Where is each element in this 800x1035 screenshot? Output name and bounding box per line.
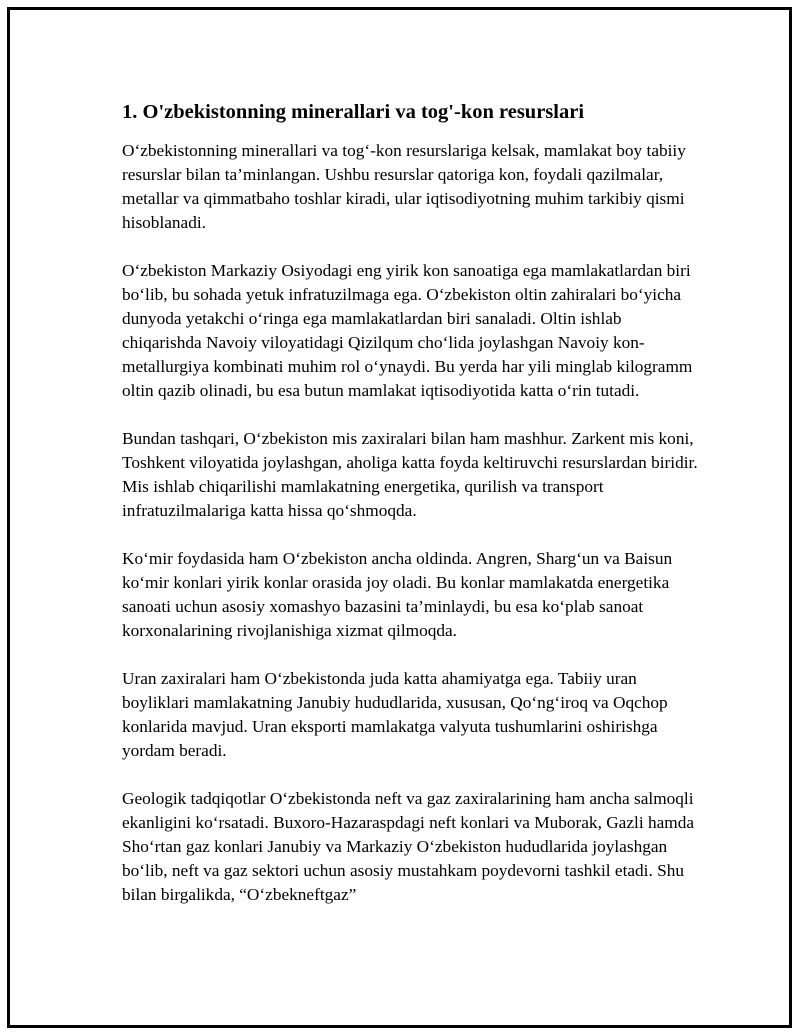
paragraph-uranium: Uran zaxiralari ham O‘zbekistonda juda katta ahamiyatga ega. Tabiiy uran boyliklari mamlakatning Janubiy hududlarida, xususan, Qo‘ng‘iroq va Oqchop konlarida mavjud. Uran eksporti mamlakatga valyuta tushumlarini oshirishga yordam beradi. — [122, 669, 668, 760]
section-heading: 1. O'zbekistonning minerallari va tog'-kon resurslari — [122, 101, 585, 123]
paragraph-intro: O‘zbekistonning minerallari va tog‘-kon resurslariga kelsak, mamlakat boy tabiiy resurslar bilan ta’minlangan. Ushbu resurslar qatoriga kon, foydali qazilmalar, metallar va qimmatbaho toshlar kiradi, ular iqtisodiyotning muhim tarkibiy qismi hisoblanadi. — [122, 141, 686, 232]
document-content — [122, 98, 702, 931]
paragraph-oil-gas: Geologik tadqiqotlar O‘zbekistonda neft va gaz zaxiralarining ham ancha salmoqli ekanligini ko‘rsatadi. Buxoro-Hazaraspdagi neft konlari va Muborak, Gazli hamda Sho‘rtan gaz konlari Janubiy va Markaziy O‘zbekiston hududlarida joylashgan bo‘lib, neft va gaz sektori uchun asosiy mustahkam poydevorni tashkil etadi. Shu bilan birgalikda, “O‘zbekneftgaz” — [122, 789, 695, 904]
paragraph-coal: Ko‘mir foydasida ham O‘zbekiston ancha oldinda. Angren, Sharg‘un va Baisun ko‘mir konlari yirik konlar orasida joy oladi. Bu konlar mamlakatda energetika sanoati uchun asosiy xomashyo bazasini ta’minlaydi, bu esa ko‘plab sanoat korxonalarining rivojlanishiga xizmat qilmoqda. — [122, 549, 673, 640]
paragraph-copper: Bundan tashqari, O‘zbekiston mis zaxiralari bilan ham mashhur. Zarkent mis koni, Toshkent viloyatida joylashgan, aholiga katta foyda keltiruvchi resurslardan biridir. Mis ishlab chiqarilishi mamlakatning energetika, qurilish va transport infratuzilmalariga katta hissa qo‘shmoqda. — [122, 429, 698, 520]
paragraph-gold: O‘zbekiston Markaziy Osiyodagi eng yirik kon sanoatiga ega mamlakatlardan biri bo‘lib, bu sohada yetuk infratuzilmaga ega. O‘zbekiston oltin zahiralari bo‘yicha dunyoda yetakchi o‘ringa ega mamlakatlardan biri sanaladi. Oltin ishlab chiqarishda Navoiy viloyatidagi Qizilqum cho‘lida joylashgan Navoiy kon-metallurgiya kombinati muhim rol o‘ynaydi. Bu yerda har yili minglab kilogramm oltin qazib olinadi, bu esa butun mamlakat iqtisodiyotida katta o‘rin tutadi. — [122, 261, 693, 400]
document-page — [7, 7, 792, 1028]
